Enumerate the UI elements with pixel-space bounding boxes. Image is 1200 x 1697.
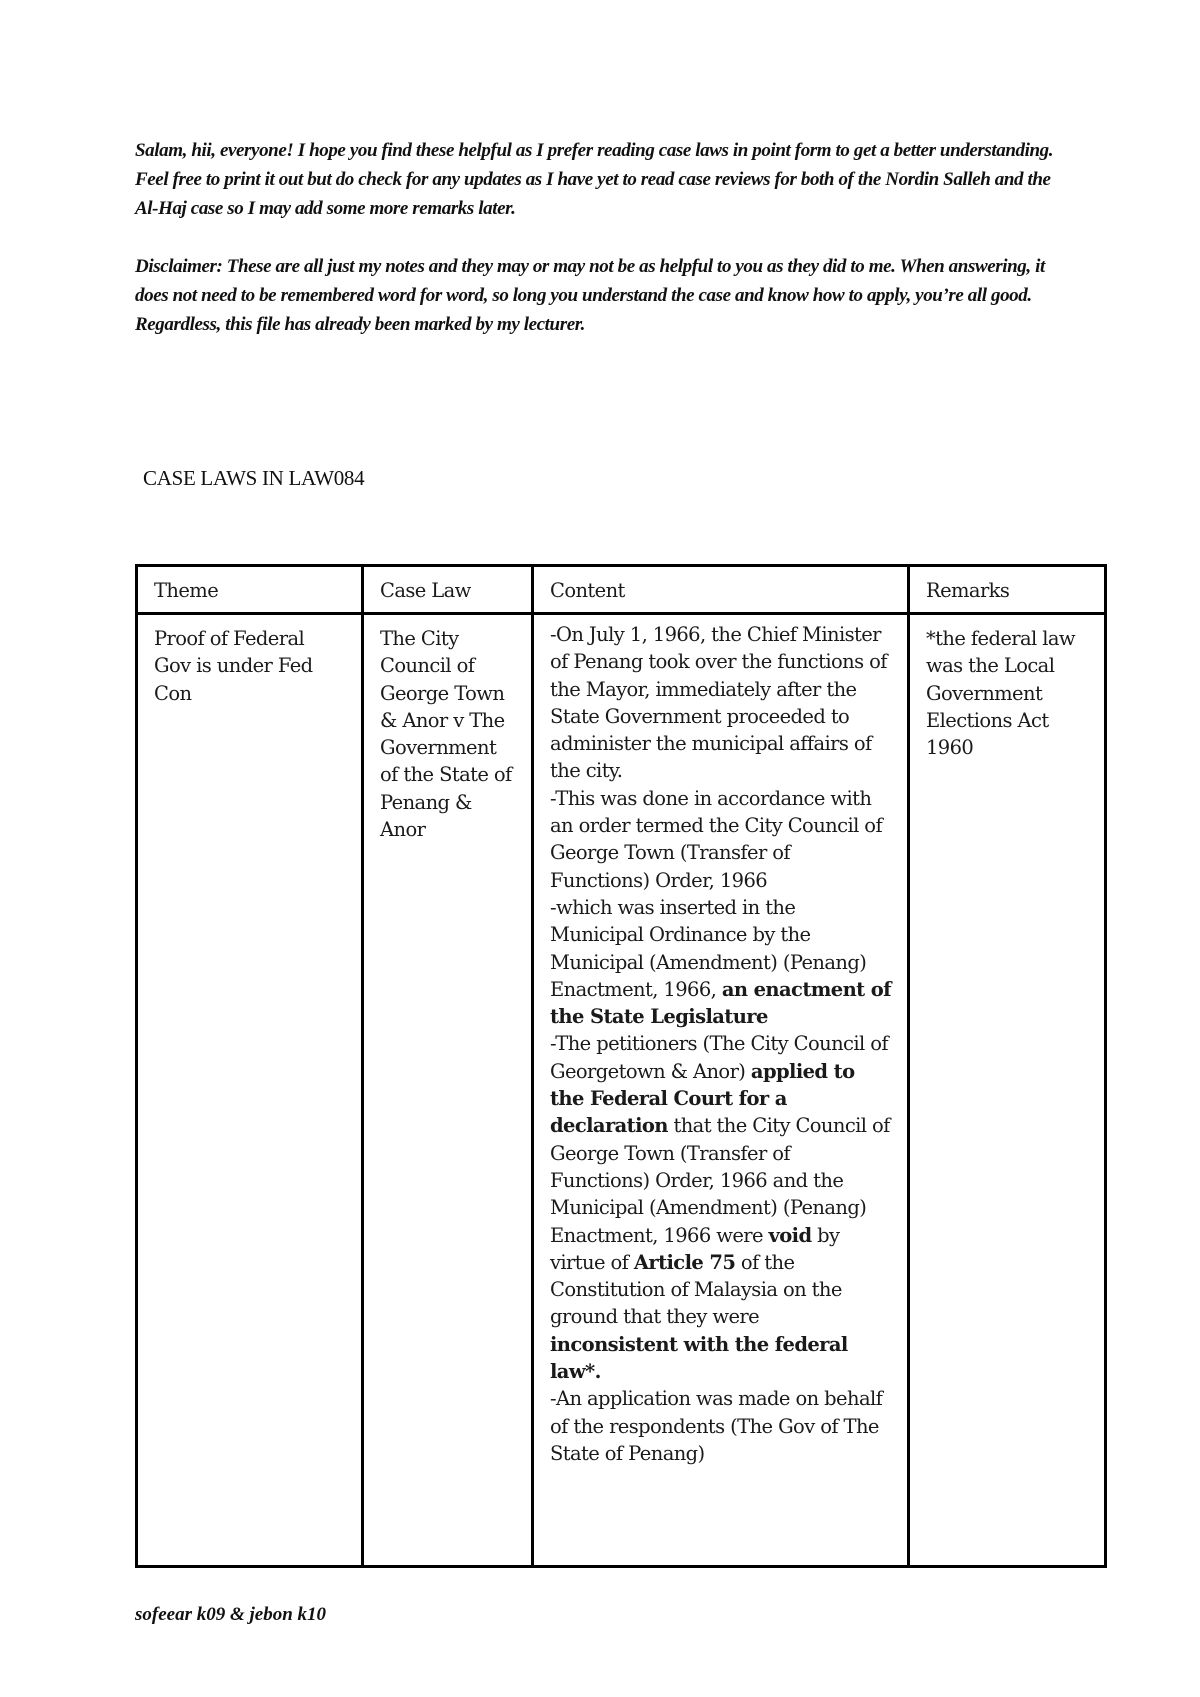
content-segment-bold: void — [768, 1223, 812, 1247]
cell-theme: Proof of Federal Gov is under Fed Con — [137, 614, 363, 1567]
footer-credit: sofeear k09 & jebon k10 — [135, 1604, 327, 1625]
case-laws-table — [135, 564, 1107, 1568]
header-theme: Theme — [137, 566, 363, 614]
page-title: CASE LAWS IN LAW084 — [143, 466, 365, 490]
header-remarks: Remarks — [909, 566, 1106, 614]
cell-remarks: *the federal law was the Local Government Elections Act 1960 — [909, 614, 1106, 1567]
content-segment-bold: an enactment of the State Legislature — [550, 977, 891, 1029]
header-content: Content — [533, 566, 909, 614]
content-segment: -An application was made on behalf of the respondents (The Gov of The State of Penang) — [550, 1387, 883, 1465]
paragraph-gap — [135, 223, 1075, 252]
content-segment-bold: Article 75 — [633, 1250, 736, 1274]
table-header-row — [137, 566, 1106, 614]
disclaimer-paragraph: Disclaimer: These are all just my notes and they may or may not be as helpful to you as they did to me. When answering, it does not need to be remembered word for word, so long you understand the case and know how to apply, you’re all good. Regardless, this file has already been marked by my lecturer. — [135, 256, 1045, 335]
content-segment: -The petitioners (The City Council of Georgetown & Anor) — [550, 1032, 888, 1083]
content-segment: -On July 1, 1966, the Chief Minister of Penang took over the functions of the Mayor, immediately after the State Government proceeded to administer the municipal affairs of the city. — [550, 623, 887, 783]
header-case-law: Case Law — [363, 566, 533, 614]
content-segment: -which was inserted in the Municipal Ordinance by the Municipal (Amendment) (Penang) Enactment, 1966, — [550, 895, 867, 1001]
cell-content — [533, 614, 909, 1567]
content-segment: -This was done in accordance with an order termed the City Council of George Town (Transfer of Functions) Order, 1966 — [550, 786, 883, 892]
intro-notes — [135, 136, 1075, 339]
cell-case-law: The City Council of George Town & Anor v The Government of the State of Penang & Anor — [363, 614, 533, 1567]
content-segment-bold: inconsistent with the federal law*. — [550, 1332, 848, 1384]
table-row — [137, 614, 1106, 1567]
content-segment: that the City Council of George Town (Transfer of Functions) Order, 1966 and the Municipal (Amendment) (Penang) Enactment, 1966 were — [550, 1114, 890, 1247]
content-segment-bold: applied to the Federal Court for a declaration — [550, 1059, 855, 1138]
content-segment: of the Constitution of Malaysia on the ground that they were — [550, 1250, 842, 1329]
content-segment: by virtue of — [550, 1223, 840, 1274]
intro-paragraph: Salam, hii, everyone! I hope you find these helpful as I prefer reading case laws in point form to get a better understanding. Feel free to print it out but do check for any updates as I have yet to read case reviews for both of the Nordin Salleh and the Al-Haj case so I may add some more remarks later. — [135, 140, 1054, 219]
